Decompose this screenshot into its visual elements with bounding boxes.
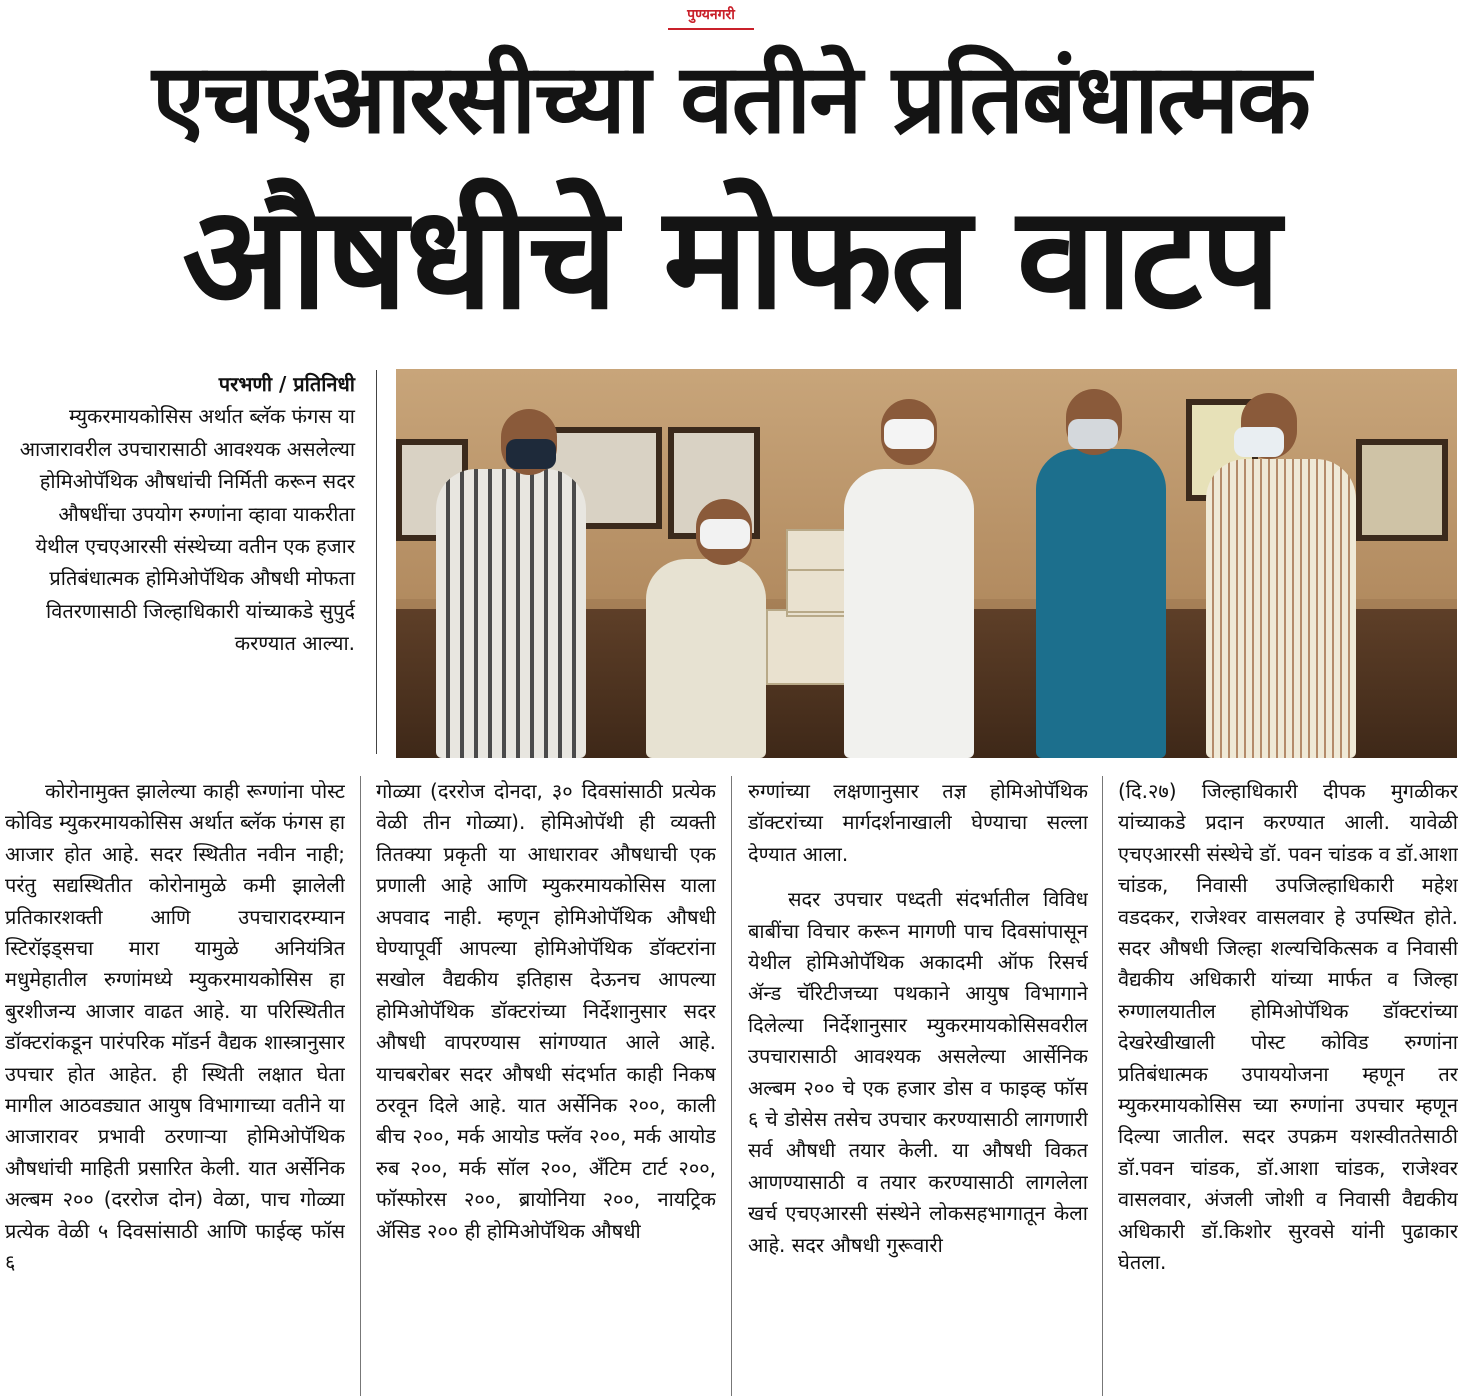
article-paragraph: गोळ्या (दररोज दोनदा, ३० दिवसांसाठी प्रत्येक वेळी तीन गोळ्या). होमिओपॅथी ही व्यक्ती तितक्या प्रकृती या आधारावर औषधाची एक प्रणाली आहे आणि म्युकरमायकोसिस याला अपवाद नाही. म्हणून होमिओपॅथिक औषधी घेण्यापूर्वी आपल्या होमिओपॅथिक डॉक्टरांना सखोल वैद्यकीय इतिहास देऊनच आपल्या होमिओपॅथिक डॉक्टरांच्या निर्देशानुसार सदर औषधी वापरण्यास सांगण्यात आले आहे. याचबरोबर सदर औषधी संदर्भात काही निकष ठरवून दिले आहे. यात अर्सेनिक २००, काली बीच २००, मर्क आयोड फ्लॅव २००, मर्क आयोड रुब २००, मर्क सॉल २००, ॲंटिम टार्ट २००, फॉस्फोरस २००, ब्रायोनिया २००, नायट्रिक ॲसिड २०० ही होमिओपॅथिक औषधी [376, 779, 716, 1243]
article-column-3 [748, 776, 1088, 1396]
masthead-logo: पुण्यनगरी [668, 4, 754, 30]
news-photo [396, 369, 1457, 758]
intro-paragraph [10, 368, 355, 754]
article-column-1 [5, 776, 345, 1396]
photo-face-mask [884, 419, 934, 449]
column-divider [360, 776, 361, 1396]
intro-divider [376, 370, 377, 754]
article-paragraph: सदर उपचार पध्दती संदर्भातील विविध बाबींचा विचार करून मागणी पाच दिवसांपासून येथील होमिओपॅथिक अकादमी ऑफ रिसर्च ॲन्ड चॅरिटीजच्या पथकाने आयुष विभागाने दिलेल्या निर्देशानुसार म्युकरमायकोसिसवरील उपचारासाठी आवश्यक असलेल्या आर्सेनिक अल्बम २०० चे एक हजार डोस व फाइव्ह फॉस ६ चे डोसेस तसेच उपचार करण्यासाठी लागणारी सर्व औषधी तयार केली. या औषधी विकत आणण्यासाठी व तयार करण्यासाठी लागलेला खर्च एचएआरसी संस्थेने लोकसहभागातून केला आहे. सदर औषधी गुरूवारी [748, 887, 1088, 1257]
photo-face-mask [1234, 427, 1284, 457]
article-column-2 [376, 776, 716, 1396]
article-paragraph: (दि.२७) जिल्हाधिकारी दीपक मुगळीकर यांच्याकडे प्रदान करण्यात आली. यावेळी एचएआरसी संस्थेचे डॉ. पवन चांडक व डॉ.आशा चांडक, निवासी उपजिल्हाधिकारी महेश वडदकर, राजेश्वर वासलवार हे उपस्थित होते. सदर औषधी जिल्हा शल्यचिकित्सक व निवासी वैद्यकीय अधिकारी यांच्या मार्फत व जिल्हा रुग्णालयातील होमिओपॅथिक डॉक्टरांच्या देखरेखीखाली पोस्ट कोविड रुग्णांना प्रतिबंधात्मक उपाययोजना म्हणून तर म्युकरमायकोसिस च्या रुग्णांना उपचार म्हणून दिल्या जातील. सदर उपक्रम यशस्वीततेसाठी डॉ.पवन चांडक, डॉ.आशा चांडक, राजेश्वर वासलवार, अंजली जोशी व निवासी वैद्यकीय अधिकारी डॉ.किशोर सुरवसे यांनी पुढाकार घेतला. [1118, 779, 1458, 1275]
article-paragraph: कोरोनामुक्त झालेल्या काही रूग्णांना पोस्ट कोविड म्युकरमायकोसिस अर्थात ब्लॅक फंगस हा आजार होत आहे. सदर स्थितीत नवीन नाही; परंतु सद्यस्थितीत कोरोनामुळे कमी झालेली प्रतिकारशक्ती आणि उपचारादरम्यान स्टिरॉइड्सचा मारा यामुळे अनियंत्रित मधुमेहातील रुग्णांमध्ये म्युकरमायकोसिस हा बुरशीजन्य आजार वाढत आहे. या परिस्थितीत डॉक्टरांकडून पारंपरिक मॉडर्न वैद्यक शास्त्रानुसार उपचार होत आहेत. ही स्थिती लक्षात घेता मागील आठवड्यात आयुष विभागाच्या वतीने या आजारावर प्रभावी ठरणाऱ्या होमिओपॅथिक औषधांची माहिती प्रसारित केली. यात अर्सेनिक अल्बम २०० (दररोज दोन) वेळा, पाच गोळ्या प्रत्येक वेळी ५ दिवसांसाठी आणि फाईव्ह फॉस ६ [5, 779, 345, 1275]
intro-text: म्युकरमायकोसिस अर्थात ब्लॅक फंगस या आजारावरील उपचारासाठी आवश्यक असलेल्या होमिओपॅथिक औषधांची निर्मिती करून सदर औषधींचा उपयोग रुग्णांना व्हावा याकरीता येथील एचएआरसी संस्थेच्या वतीन एक हजार प्रतिबंधात्मक होमिओपॅथिक औषधी मोफता वितरणासाठी जिल्हाधिकारी यांच्याकडे सुपुर्द करण्यात आल्या. [19, 404, 355, 656]
photo-shelf-item [1356, 439, 1448, 541]
photo-person [646, 559, 766, 758]
headline-line-1: एचएआरसीच्या वतीने प्रतिबंधात्मक [152, 43, 1309, 155]
column-divider [731, 776, 732, 1396]
photo-person [1036, 449, 1166, 758]
photo-face-mask [506, 439, 556, 469]
photo-person [844, 469, 974, 758]
dateline: परभणी / प्रतिनिधी [218, 372, 355, 396]
photo-face-mask [1068, 419, 1118, 449]
headline-line-2: औषधीचे मोफत वाटप [182, 176, 1279, 341]
article-column-4 [1118, 776, 1458, 1396]
photo-person [1206, 459, 1356, 758]
column-divider [1102, 776, 1103, 1396]
photo-person [436, 469, 586, 758]
article-paragraph: रुग्णांच्या लक्षणानुसार तज्ञ होमिओपॅथिक डॉक्टरांच्या मार्गदर्शनाखाली घेण्याचा सल्ला देण्यात आला. [748, 779, 1088, 866]
photo-face-mask [700, 519, 750, 549]
